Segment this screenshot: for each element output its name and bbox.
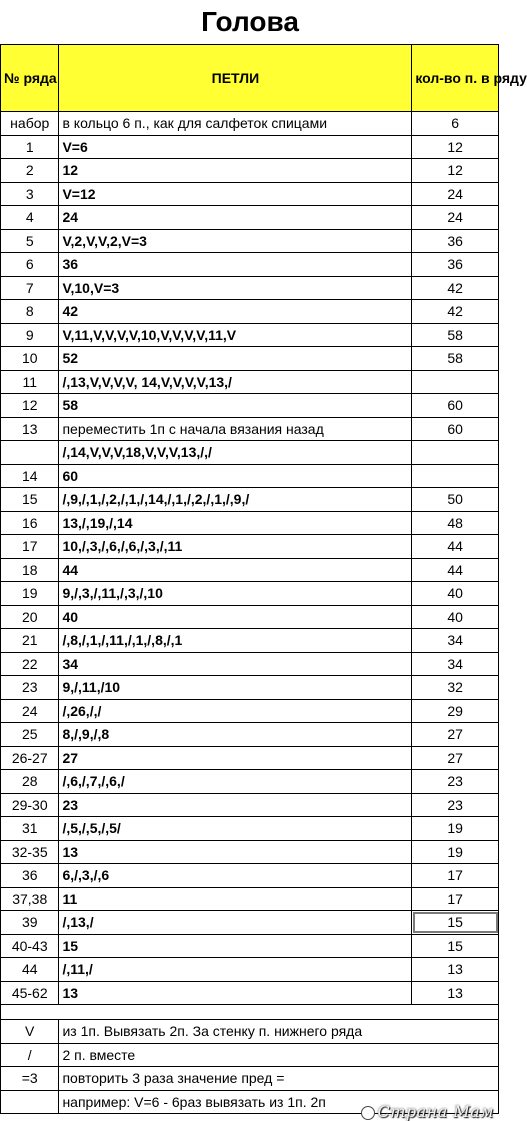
loops-cell[interactable]: 24 bbox=[59, 206, 412, 230]
row-number-cell[interactable]: 3 bbox=[1, 182, 59, 206]
legend-row bbox=[1, 1067, 499, 1091]
row-number-cell[interactable]: 36 bbox=[1, 864, 59, 888]
table-row bbox=[1, 135, 499, 159]
table-row bbox=[1, 958, 499, 982]
table-row bbox=[1, 441, 499, 465]
table-row bbox=[1, 676, 499, 700]
count-cell[interactable]: 15 bbox=[412, 911, 499, 935]
row-number-cell[interactable]: 18 bbox=[1, 558, 59, 582]
legend-row bbox=[1, 1020, 499, 1044]
count-cell[interactable]: 58 bbox=[412, 347, 499, 371]
legend-symbol: =3 bbox=[1, 1067, 59, 1091]
count-cell[interactable] bbox=[412, 370, 499, 394]
row-number-cell[interactable]: 21 bbox=[1, 629, 59, 653]
count-cell[interactable]: 32 bbox=[412, 676, 499, 700]
count-cell[interactable]: 12 bbox=[412, 159, 499, 183]
count-cell[interactable]: 12 bbox=[412, 135, 499, 159]
table-row bbox=[1, 558, 499, 582]
table-row bbox=[1, 370, 499, 394]
page-title: Голова bbox=[201, 6, 299, 37]
table-row bbox=[1, 206, 499, 230]
loops-cell[interactable]: V,11,V,V,V,V,10,V,V,V,V,11,V bbox=[59, 323, 412, 347]
loops-cell[interactable]: /,9,/,1,/,2,/,1,/,14,/,1,/,2,/,1,/,9,/ bbox=[59, 488, 412, 512]
table-row bbox=[1, 300, 499, 324]
legend-symbol: V bbox=[1, 1020, 59, 1044]
table-row bbox=[1, 582, 499, 606]
count-cell[interactable]: 27 bbox=[412, 723, 499, 747]
count-cell[interactable]: 13 bbox=[412, 958, 499, 982]
table-row bbox=[1, 981, 499, 1005]
loops-cell[interactable]: 60 bbox=[59, 464, 412, 488]
spacer-row bbox=[1, 1005, 499, 1020]
loops-cell[interactable]: 13 bbox=[59, 840, 412, 864]
loops-cell[interactable]: 42 bbox=[59, 300, 412, 324]
legend-text: повторить 3 раза значение пред = bbox=[59, 1067, 499, 1091]
legend-text: из 1п. Вывязать 2п. За стенку п. нижнего ряда bbox=[59, 1020, 499, 1044]
row-number-cell[interactable]: 37,38 bbox=[1, 887, 59, 911]
row-number-cell[interactable]: 15 bbox=[1, 488, 59, 512]
loops-cell[interactable]: V,10,V=3 bbox=[59, 276, 412, 300]
table-row bbox=[1, 276, 499, 300]
row-number-cell[interactable]: 17 bbox=[1, 535, 59, 559]
count-cell[interactable]: 13 bbox=[412, 981, 499, 1005]
row-number-cell[interactable]: 14 bbox=[1, 464, 59, 488]
loops-cell[interactable]: /,13,V,V,V,V, 14,V,V,V,V,13,/ bbox=[59, 370, 412, 394]
loops-cell[interactable]: 15 bbox=[59, 934, 412, 958]
row-number-cell[interactable] bbox=[1, 441, 59, 465]
legend-symbol bbox=[1, 1090, 59, 1114]
count-cell[interactable]: 60 bbox=[412, 394, 499, 418]
row-number-cell[interactable]: 20 bbox=[1, 605, 59, 629]
table-row bbox=[1, 182, 499, 206]
table-row bbox=[1, 535, 499, 559]
loops-cell[interactable]: V=12 bbox=[59, 182, 412, 206]
table-row bbox=[1, 652, 499, 676]
header-count: кол-во п. в ряду bbox=[412, 45, 499, 112]
table-row bbox=[1, 817, 499, 841]
table-row bbox=[1, 417, 499, 441]
row-number-cell[interactable]: 45-62 bbox=[1, 981, 59, 1005]
count-cell[interactable]: 23 bbox=[412, 793, 499, 817]
table-row bbox=[1, 840, 499, 864]
count-cell[interactable]: 44 bbox=[412, 558, 499, 582]
row-number-cell[interactable]: 25 bbox=[1, 723, 59, 747]
count-cell[interactable]: 36 bbox=[412, 229, 499, 253]
row-number-cell[interactable]: 13 bbox=[1, 417, 59, 441]
spacer-cell bbox=[1, 1005, 499, 1020]
count-cell[interactable]: 17 bbox=[412, 864, 499, 888]
count-cell[interactable]: 17 bbox=[412, 887, 499, 911]
loops-cell[interactable]: 12 bbox=[59, 159, 412, 183]
legend-body bbox=[1, 1005, 499, 1114]
table-row bbox=[1, 911, 499, 935]
table-row bbox=[1, 394, 499, 418]
count-cell[interactable]: 19 bbox=[412, 840, 499, 864]
watermark-text: Страна Мам bbox=[377, 1102, 494, 1121]
table-row bbox=[1, 793, 499, 817]
count-cell[interactable] bbox=[412, 464, 499, 488]
loops-cell[interactable]: 40 bbox=[59, 605, 412, 629]
loops-cell[interactable]: 36 bbox=[59, 253, 412, 277]
count-cell[interactable]: 34 bbox=[412, 629, 499, 653]
row-number-cell[interactable]: 39 bbox=[1, 911, 59, 935]
table-body bbox=[1, 112, 499, 1005]
row-number-cell[interactable]: 26-27 bbox=[1, 746, 59, 770]
table-row bbox=[1, 229, 499, 253]
table-row bbox=[1, 605, 499, 629]
loops-cell[interactable]: 9,/,3,/,11,/,3,/,10 bbox=[59, 582, 412, 606]
loops-cell[interactable]: 52 bbox=[59, 347, 412, 371]
loops-cell[interactable]: 11 bbox=[59, 887, 412, 911]
table-row bbox=[1, 887, 499, 911]
loops-cell[interactable]: 34 bbox=[59, 652, 412, 676]
row-number-cell[interactable]: 7 bbox=[1, 276, 59, 300]
loops-cell[interactable]: 13,/,19,/,14 bbox=[59, 511, 412, 535]
row-number-cell[interactable]: 6 bbox=[1, 253, 59, 277]
row-number-cell[interactable]: 22 bbox=[1, 652, 59, 676]
row-number-cell[interactable]: 16 bbox=[1, 511, 59, 535]
loops-cell[interactable]: 10,/,3,/,6,/,6,/,3,/,11 bbox=[59, 535, 412, 559]
loops-cell[interactable]: 27 bbox=[59, 746, 412, 770]
row-number-cell[interactable]: 40-43 bbox=[1, 934, 59, 958]
loops-cell[interactable]: /,14,V,V,V,18,V,V,V,13,/,/ bbox=[59, 441, 412, 465]
table-row bbox=[1, 464, 499, 488]
row-number-cell[interactable]: 23 bbox=[1, 676, 59, 700]
count-cell[interactable]: 42 bbox=[412, 300, 499, 324]
loops-cell[interactable]: /,11,/ bbox=[59, 958, 412, 982]
table-row bbox=[1, 159, 499, 183]
row-number-cell[interactable]: 1 bbox=[1, 135, 59, 159]
legend-text: например: V=6 - 6раз вывязать из 1п. 2п bbox=[59, 1090, 499, 1114]
row-number-cell[interactable]: 4 bbox=[1, 206, 59, 230]
loops-cell[interactable]: в кольцо 6 п., как для салфеток спицами bbox=[59, 112, 412, 136]
legend-text: 2 п. вместе bbox=[59, 1043, 499, 1067]
loops-cell[interactable]: V=6 bbox=[59, 135, 412, 159]
legend-symbol: / bbox=[1, 1043, 59, 1067]
loops-cell[interactable]: 13 bbox=[59, 981, 412, 1005]
count-cell[interactable]: 42 bbox=[412, 276, 499, 300]
loops-cell[interactable]: V,2,V,V,2,V=3 bbox=[59, 229, 412, 253]
table-row bbox=[1, 323, 499, 347]
row-number-cell[interactable]: 19 bbox=[1, 582, 59, 606]
row-number-cell[interactable]: 24 bbox=[1, 699, 59, 723]
count-cell[interactable]: 44 bbox=[412, 535, 499, 559]
count-cell[interactable]: 50 bbox=[412, 488, 499, 512]
row-number-cell[interactable]: 31 bbox=[1, 817, 59, 841]
table-row bbox=[1, 488, 499, 512]
count-cell[interactable] bbox=[412, 441, 499, 465]
row-number-cell[interactable]: 28 bbox=[1, 770, 59, 794]
row-number-cell[interactable]: 9 bbox=[1, 323, 59, 347]
row-number-cell[interactable]: 5 bbox=[1, 229, 59, 253]
count-cell[interactable]: 24 bbox=[412, 182, 499, 206]
row-number-cell[interactable]: 2 bbox=[1, 159, 59, 183]
loops-cell[interactable]: /,8,/,1,/,11,/,1,/,8,/,1 bbox=[59, 629, 412, 653]
count-cell[interactable]: 40 bbox=[412, 605, 499, 629]
loops-cell[interactable]: 58 bbox=[59, 394, 412, 418]
count-cell[interactable]: 19 bbox=[412, 817, 499, 841]
count-cell[interactable]: 23 bbox=[412, 770, 499, 794]
knitting-table bbox=[0, 44, 527, 1114]
row-number-cell[interactable]: 11 bbox=[1, 370, 59, 394]
row-number-cell[interactable]: 32-35 bbox=[1, 840, 59, 864]
loops-cell[interactable]: 8,/,9,/,8 bbox=[59, 723, 412, 747]
table-row bbox=[1, 699, 499, 723]
table-row bbox=[1, 746, 499, 770]
row-number-cell[interactable]: 44 bbox=[1, 958, 59, 982]
legend-row bbox=[1, 1043, 499, 1067]
table-row bbox=[1, 253, 499, 277]
count-cell[interactable]: 29 bbox=[412, 699, 499, 723]
header-loops: ПЕТЛИ bbox=[59, 45, 412, 112]
header-row-number: № ряда bbox=[1, 45, 59, 112]
count-cell[interactable]: 27 bbox=[412, 746, 499, 770]
loops-cell[interactable]: 44 bbox=[59, 558, 412, 582]
loops-cell[interactable]: переместить 1п с начала вязания назад bbox=[59, 417, 412, 441]
header-row bbox=[1, 45, 499, 112]
loops-cell[interactable]: 6,/,3,/,6 bbox=[59, 864, 412, 888]
row-number-cell[interactable]: 10 bbox=[1, 347, 59, 371]
count-cell[interactable]: 48 bbox=[412, 511, 499, 535]
table-row bbox=[1, 511, 499, 535]
count-cell[interactable]: 60 bbox=[412, 417, 499, 441]
loops-cell[interactable]: /,13,/ bbox=[59, 911, 412, 935]
count-cell[interactable]: 6 bbox=[412, 112, 499, 136]
loops-cell[interactable]: /,5,/,5,/,5/ bbox=[59, 817, 412, 841]
watermark-logo bbox=[361, 1102, 494, 1121]
count-cell[interactable]: 15 bbox=[412, 934, 499, 958]
count-cell[interactable]: 24 bbox=[412, 206, 499, 230]
table-row bbox=[1, 112, 499, 136]
row-number-cell[interactable]: 8 bbox=[1, 300, 59, 324]
row-number-cell[interactable]: набор bbox=[1, 112, 59, 136]
row-number-cell[interactable]: 29-30 bbox=[1, 793, 59, 817]
count-cell[interactable]: 34 bbox=[412, 652, 499, 676]
count-cell[interactable]: 40 bbox=[412, 582, 499, 606]
table-row bbox=[1, 934, 499, 958]
loops-cell[interactable]: /,26,/,/ bbox=[59, 699, 412, 723]
loops-cell[interactable]: /,6,/,7,/,6,/ bbox=[59, 770, 412, 794]
table-row bbox=[1, 347, 499, 371]
count-cell[interactable]: 58 bbox=[412, 323, 499, 347]
table-row bbox=[1, 864, 499, 888]
loops-cell[interactable]: 23 bbox=[59, 793, 412, 817]
table-row bbox=[1, 723, 499, 747]
watermark-icon bbox=[361, 1106, 375, 1120]
count-cell[interactable]: 36 bbox=[412, 253, 499, 277]
table-row bbox=[1, 770, 499, 794]
loops-cell[interactable]: 9,/,11,/10 bbox=[59, 676, 412, 700]
row-number-cell[interactable]: 12 bbox=[1, 394, 59, 418]
table-row bbox=[1, 629, 499, 653]
